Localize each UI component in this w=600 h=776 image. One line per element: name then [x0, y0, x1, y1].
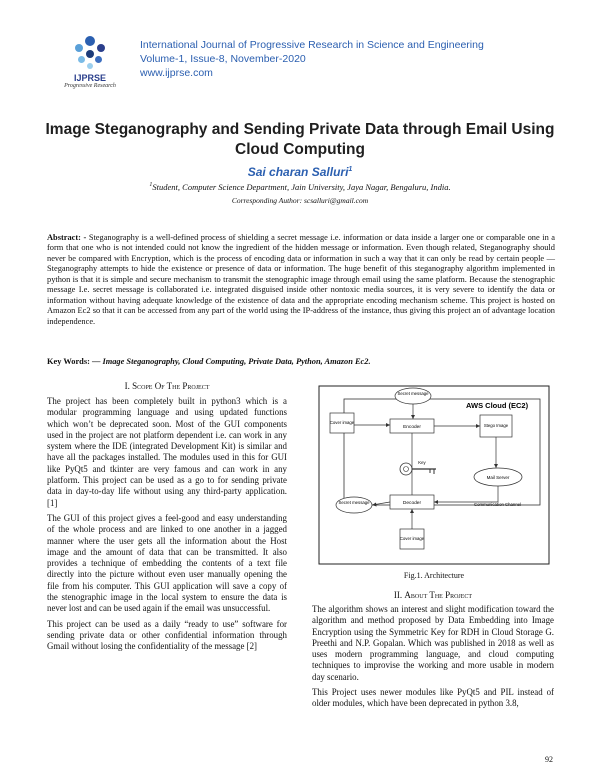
section-1-title: Scope Of The Project — [132, 381, 210, 391]
keywords-text: Image Steganography, Cloud Computing, Private Data, Python, Amazon Ec2. — [102, 357, 371, 366]
stego-label: Stego Image — [483, 423, 509, 428]
keywords-label: Key Words: — — [47, 357, 101, 366]
key-label: Key — [418, 460, 426, 465]
affiliation — [0, 182, 600, 192]
journal-website[interactable]: www.ijprse.com — [140, 67, 213, 79]
left-column — [47, 396, 287, 657]
architecture-figure — [318, 385, 550, 565]
decoder-label: Decoder — [402, 501, 422, 506]
mail-label: Mail Server — [486, 475, 510, 480]
logo-mark-icon — [72, 36, 108, 72]
logo-subtitle: Progressive Research — [64, 83, 116, 89]
section-1-heading — [47, 381, 287, 391]
affiliation-text: Student, Computer Science Department, Jain University, Jaya Nagar, Bengaluru, India. — [152, 182, 451, 192]
cover-bottom-label: Cover image — [399, 536, 425, 541]
affiliation-sup: 1 — [149, 182, 153, 189]
section-1-paragraph: The GUI of this project gives a feel-good and easy understanding of the whole process and are linked to one another in a jagged manner where the user gets all the information about the Host image and the amount of data that can be transmitted. It also provides a technique of embedding the contents of a text file directly into the picture without even user manually opening the file from his computer. This GUI application will save a copy of the stenographic image in the local system to ensure the data is never lost and can be used again if the email was unsuccessful. — [47, 512, 287, 614]
abstract — [47, 233, 555, 327]
section-1-num: I. — [124, 381, 130, 391]
author-line — [0, 165, 600, 179]
corresponding-author: Corresponding Author: scsalluri@gmail.com — [231, 196, 369, 205]
secret-top-label: Secret message — [397, 391, 429, 396]
abstract-label: Abstract: - — [47, 233, 87, 242]
paper-title: Image Steganography and Sending Private Data through Email Using Cloud Computing — [45, 121, 555, 158]
cover-top-label: Cover image — [329, 420, 355, 425]
journal-header — [140, 38, 484, 80]
section-2-num: II. — [393, 590, 403, 600]
journal-volume: Volume-1, Issue-8, November-2020 — [140, 53, 306, 65]
abstract-text: Steganography is a well-defined process of shielding a secret message i.e. information or data inside a larger one or comparable one in a form that one who is not intended could not know the ingredient of the hidden message or information. Even though related, Steganography should never be compared with Encryption, which is the process of encoding data or information in such a way that it can only be read by certain people —Steganography attempts to hide the existence or presence of data or information. The huge benefit of this steganography algorithm implemented in python is that it is simple and secure mechanism to transmit the stenographic image through email using the same platform. Because the stenographic message I.e. secret message is collaborated i.e. integrated disguised inside other nontoxic media sources, it is very severe to identify the data or information without having adequate knowledge of the existence of data and the appropriate encoding mechanism scheme. This project is hosted on Amazon Ec2 so that it can be accessed from any part of the world using the IP-address of the instance, thus giving this project an of advantage location independence. — [47, 233, 555, 326]
secret-bottom-label: Secret message — [338, 500, 370, 505]
right-column — [312, 604, 554, 714]
section-1-paragraph: The project has been completely built in python3 which is a modular programming language and using updated functions which won’t be deprecated soon. Most of the GUI components used in the project are not platform dependent i.e. can work in any system where the IDE (integrated Development Kit) is similar and have all the packages installed. The modules used in this for GUI like PyQt5 and tkinter are very famous and can work in any platform. This project can be used as a go to for sending private data in day-to-day life without using any third-party application. [1] — [47, 396, 287, 508]
channel-label: Communication Channel — [474, 502, 522, 507]
journal-logo — [55, 36, 125, 89]
section-2-heading — [312, 590, 554, 600]
section-2-paragraph: The algorithm shows an interest and slight modification toward the algorithm and method proposed by Data Embedding into Image Encryption using the Symmetric Key for RDH in Cloud Storage G. Preethi and N.P. Gopalan. Which was published in 2018 as well as uses modern programming language, and cloud computing techniques to improvise the working and more usable in modern day scenario. — [312, 604, 554, 682]
section-2-paragraph: This Project uses newer modules like PyQt5 and PIL instead of older modules, which have been deprecated in python 3.8, — [312, 687, 554, 709]
author-name: Sai charan Salluri — [247, 165, 349, 179]
author-sup: 1 — [348, 166, 353, 173]
section-1-paragraph: This project can be used as a daily “ready to use” software for sending private data or other confidential information through Gmail without losing the confidentiality of the message [2] — [47, 618, 287, 652]
journal-name: International Journal of Progressive Research in Science and Engineering — [140, 39, 484, 51]
section-2-title: About The Project — [404, 590, 473, 600]
figure-caption: Fig.1. Architecture — [403, 571, 465, 580]
page-number: 92 — [545, 755, 553, 764]
cloud-label: AWS Cloud (EC2) — [466, 401, 529, 410]
logo-name: IJPRSE — [73, 73, 106, 83]
keywords — [47, 357, 555, 366]
encoder-label: Encoder — [403, 425, 421, 430]
